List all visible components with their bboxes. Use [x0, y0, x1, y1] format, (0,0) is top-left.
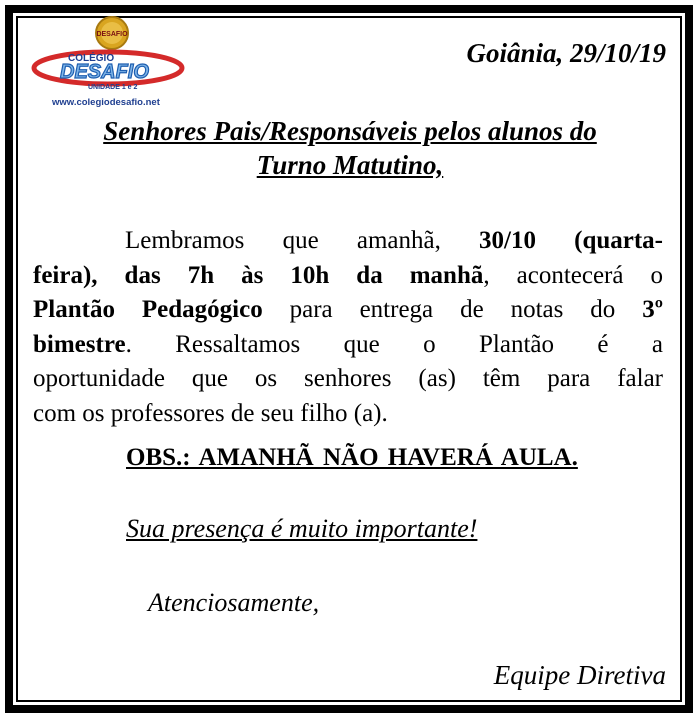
bold-text: 30/10 (quarta- [479, 227, 663, 254]
logo-school: COLÉGIO [68, 53, 115, 64]
letter-title [30, 114, 670, 182]
logo-unit: UNIDADE 1 e 2 [88, 84, 138, 91]
bold-text: Plantão Pedagógico [33, 296, 263, 323]
text: . Ressaltamos que o Plantão é a [125, 330, 663, 358]
body-line-2 [33, 259, 663, 294]
body-line-5: oportunidade que os senhores (as) têm para falar [33, 365, 663, 392]
closing: Atenciosamente, [148, 588, 320, 617]
date-line: Goiânia, 29/10/19 [466, 38, 666, 68]
bold-text: bimestre [33, 330, 126, 358]
title-line-2: Turno Matutino, [256, 150, 444, 180]
logo-name: DESAFIO [60, 61, 149, 83]
logo-website: www.colegiodesafio.net [52, 97, 160, 108]
obs-notice: OBS.: AMANHÃ NÃO HAVERÁ AULA. [126, 444, 578, 471]
body-line-6: com os professores de seu filho (a). [33, 399, 388, 427]
text: , acontecerá o [483, 261, 663, 289]
body-line-1 [33, 224, 663, 259]
school-logo [30, 16, 190, 108]
seal-text: DESAFIO [96, 31, 128, 38]
body-line-4 [33, 328, 663, 363]
text: para entrega de notas do [262, 296, 643, 323]
presence-note: Sua presença é muito importante! [126, 514, 478, 543]
signature: Equipe Diretiva [493, 660, 666, 690]
text: Lembramos que amanhã, [125, 227, 479, 254]
letter-body [33, 224, 663, 431]
title-line-1: Senhores Pais/Responsáveis pelos alunos do [103, 116, 597, 146]
bold-text: feira), das 7h às 10h da manhã [33, 261, 484, 289]
body-line-3 [33, 293, 663, 328]
bold-text: 3º [642, 296, 663, 323]
